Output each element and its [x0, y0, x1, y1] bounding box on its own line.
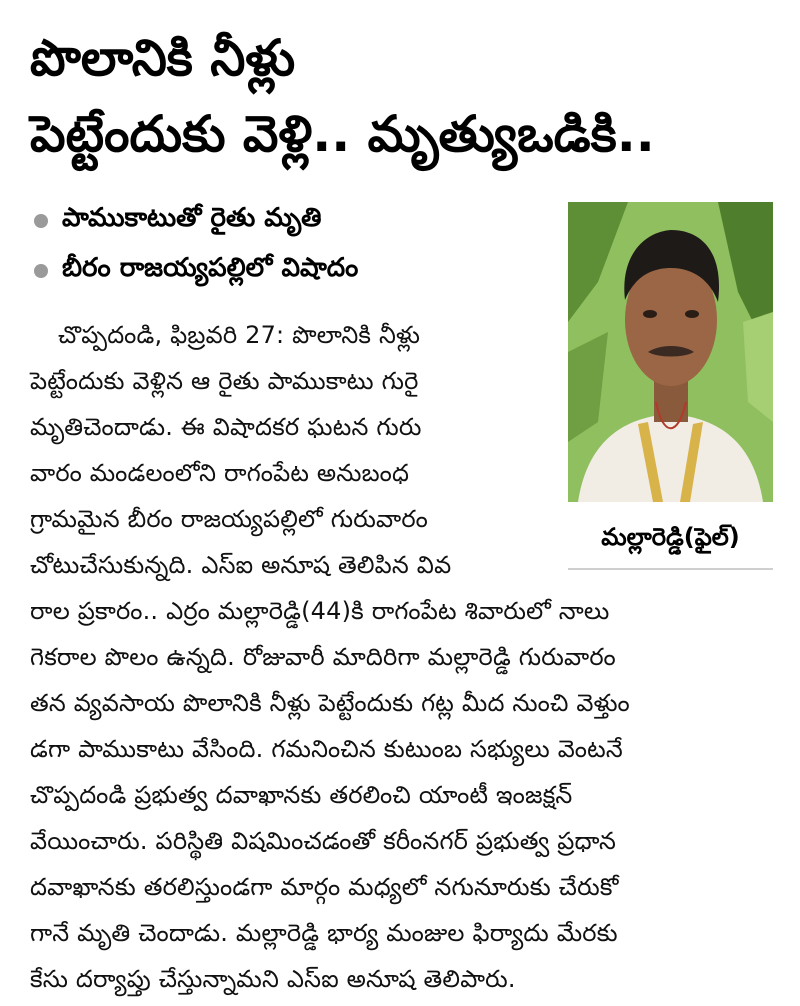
- headline: [30, 20, 780, 172]
- body-line: చొప్పదండి, ఫిబ్రవరి 27: పొలానికి నీళ్లు: [58, 321, 421, 349]
- body-line: దవాఖానకు తరలిస్తుండగా మార్గం మధ్యలో నగునూరుకు చేరుకో: [30, 873, 619, 901]
- body-line: గ్రామమైన బీరం రాజయ్యపల్లిలో గురువారం: [30, 505, 428, 533]
- body-line: కేసు దర్యాప్తు చేస్తున్నామని ఎస్ఐ అనూష తెలిపారు.: [30, 965, 516, 993]
- headline-line: పెట్టేందుకు వెళ్లి.. మృత్యుఒడికి..: [30, 105, 655, 163]
- farmer-photo: [568, 202, 773, 502]
- body-line: చొప్పదండి ప్రభుత్వ దవాఖానకు తరలించి యాంటీ ఇంజక్షన్: [30, 781, 573, 809]
- bullet-icon: [34, 214, 48, 228]
- bullet-text: పాముకాటుతో రైతు మృతి: [62, 203, 322, 233]
- body-line: తన వ్యవసాయ పొలానికి నీళ్లు పెట్టేందుకు గట్ల మీద నుంచి వెళ్తుం: [30, 689, 630, 717]
- body-line: పెట్టేందుకు వెళ్లిన ఆ రైతు పాముకాటు గురై: [30, 367, 419, 395]
- caption-divider: [568, 568, 773, 570]
- subheadline-bullets: [34, 196, 554, 296]
- farmer-portrait-image: [568, 202, 773, 502]
- body-line: వారం మండలంలోని రాగంపేట అనుబంధ: [30, 459, 410, 487]
- bullet-text: బీరం రాజయ్యపల్లిలో విషాదం: [62, 253, 359, 283]
- body-line: చోటుచేసుకున్నది. ఎస్ఐ అనూష తెలిపిన వివ: [30, 551, 452, 579]
- body-line: డగా పాముకాటు వేసింది. గమనించిన కుటుంబ సభ్యులు వెంటనే: [30, 735, 623, 763]
- photo-caption: మల్లారెడ్డి(ఫైల్): [601, 523, 740, 551]
- bullet-item: [34, 246, 554, 296]
- bullet-item: [34, 196, 554, 246]
- body-line: మృతిచెందాడు. ఈ విషాదకర ఘటన గురు: [30, 413, 422, 441]
- bullet-icon: [34, 264, 48, 278]
- body-line: గెకరాల పొలం ఉన్నది. రోజువారీ మాదిరిగా మల్లారెడ్డి గురువారం: [30, 643, 616, 671]
- body-line: గానే మృతి చెందాడు. మల్లారెడ్డి భార్య మంజుల ఫిర్యాదు మేరకు: [30, 919, 618, 947]
- body-line: వేయించారు. పరిస్థితి విషమించడంతో కరీంనగర్ ప్రభుత్వ ప్రధాన: [30, 827, 616, 855]
- headline-line: పొలానికి నీళ్లు: [30, 29, 296, 87]
- body-line: రాల ప్రకారం.. ఎర్రం మల్లారెడ్డి(44)కి రాగంపేట శివారులో నాలు: [30, 597, 610, 625]
